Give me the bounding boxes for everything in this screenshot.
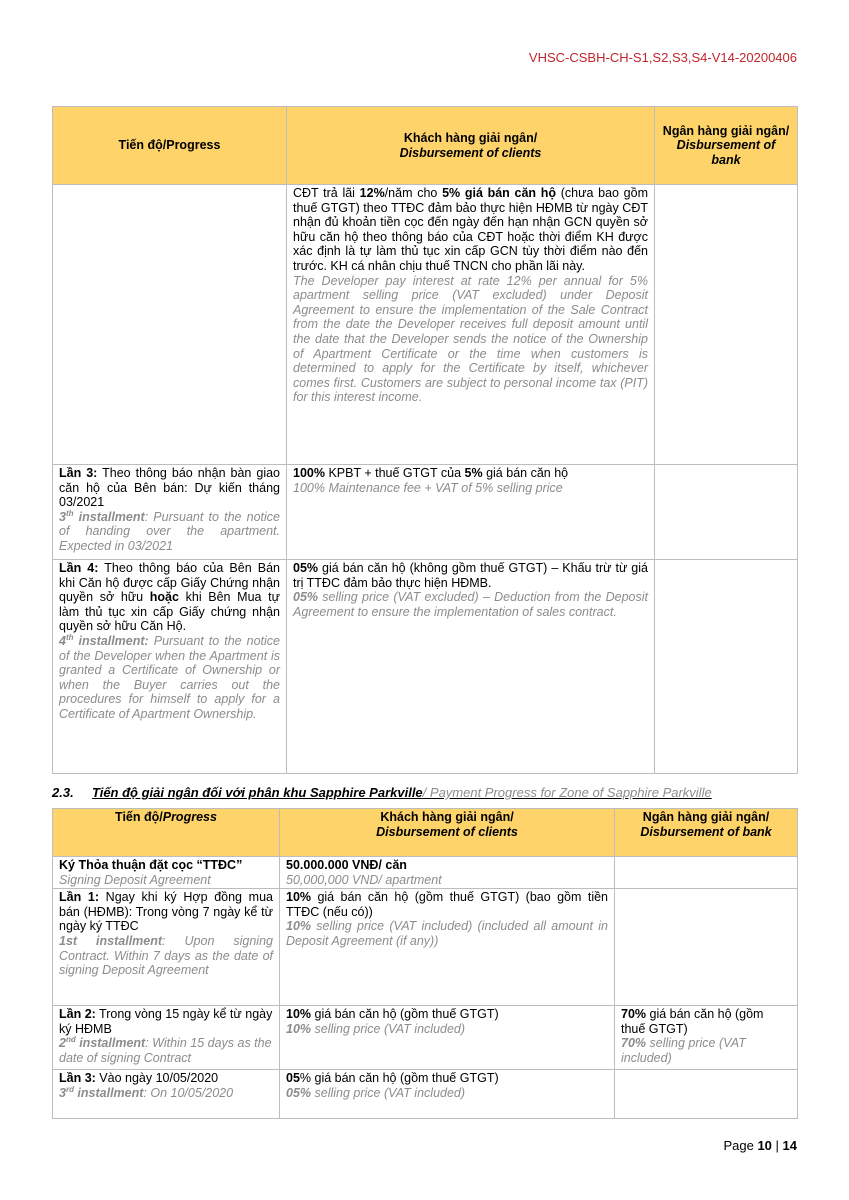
cell-progress-installment-3 [53, 1070, 280, 1119]
text-bold: 3 [59, 509, 66, 524]
text-bold: 10% [286, 890, 312, 905]
payment-table-sapphire [52, 808, 798, 1119]
text: Theo thông báo nhận bàn giao căn hộ của Bên bán: Dự kiến tháng 03/2021 [59, 466, 280, 510]
page-number: 10 [757, 1138, 772, 1153]
footer-prefix: Page [723, 1138, 758, 1153]
text-bold: hoặc [149, 590, 179, 605]
table-row [53, 889, 798, 1006]
text-bold: 5% [464, 466, 483, 480]
text: KPBT + thuế GTGT của [324, 466, 465, 480]
table-header-row [53, 809, 798, 857]
cell-clients-installment-1 [280, 889, 615, 1006]
clients-1-vi [286, 890, 608, 919]
section-title-vi: Tiến độ giải ngân đối với phân khu Sapphire Parkville [92, 785, 423, 800]
text-bold: 05 [286, 1071, 300, 1086]
footer-separator: | [771, 1138, 783, 1153]
installment-2-vi [59, 1007, 273, 1036]
text: selling price (VAT included) [311, 1085, 466, 1100]
section-title-en: / Payment Progress for Zone of Sapphire Parkville [422, 785, 712, 800]
clients-3b-vi [286, 1071, 608, 1086]
header-progress: Tiến độ/Progress [53, 107, 287, 185]
clients-4-vi [293, 561, 648, 590]
text-bold: installment [75, 1036, 146, 1051]
cell-progress-empty [53, 185, 287, 465]
text-bold: 2 [59, 1036, 66, 1051]
clients-3-en: 100% Maintenance fee + VAT of 5% selling price [293, 480, 563, 495]
cell-clients-deposit [280, 857, 615, 889]
text: : On 10/05/2020 [143, 1085, 234, 1100]
header-progress [53, 809, 280, 857]
text-sup: th [65, 508, 74, 518]
table-row [53, 857, 798, 889]
header-bank [655, 107, 798, 185]
cell-clients-installment-3 [287, 465, 655, 560]
header-clients-vi: Khách hàng giải ngân/ [380, 810, 514, 824]
installment-3-en [59, 510, 280, 554]
installment-4-en [59, 634, 280, 722]
text-bold: 10% [286, 1007, 312, 1022]
installment-1-en [59, 934, 273, 978]
text: : Pursuant to the notice of handing over the apartment. Expected in 03/2021 [59, 509, 280, 553]
cell-bank-empty [615, 889, 798, 1006]
header-bank [615, 809, 798, 857]
cell-progress-installment-1 [53, 889, 280, 1006]
text-bold: 05% [293, 590, 319, 605]
table-row [53, 1006, 798, 1070]
text: Theo thông báo của Bên Bán khi Căn hộ được cấp Giấy Chứng nhận quyền sở hữu [59, 561, 280, 605]
cell-progress-installment-3 [53, 465, 287, 560]
header-bank-en: Disbursement of bank [676, 138, 776, 167]
installment-label: Lần 3: [59, 1071, 96, 1086]
cell-clients-installment-3 [280, 1070, 615, 1119]
text: Trong vòng 15 ngày kể từ ngày ký HĐMB [59, 1007, 273, 1036]
cell-bank-empty [655, 560, 798, 774]
text: /năm cho [384, 186, 443, 200]
header-clients-en: Disbursement of clients [399, 145, 542, 160]
text: selling price (VAT included) (included all amount in Deposit Agreement (if any)) [286, 919, 608, 948]
installment-4-vi [59, 561, 280, 634]
text: Pursuant to the notice of the Developer when the Apartment is granted a Certificate of Ownership or when the Buyer carries out the procedures for himself to apply for a Certificate of Apartment Ownership. [59, 633, 280, 721]
deposit-amount-vi: 50.000.000 VNĐ/ căn [286, 858, 407, 872]
cell-bank-empty [615, 1070, 798, 1119]
text-bold: installment [73, 1085, 144, 1100]
text: giá bán căn hộ [482, 466, 569, 480]
text-italic: Progress [162, 810, 217, 824]
table-header-row [53, 107, 798, 185]
text-bold: 05% [286, 1085, 312, 1100]
text-bold: installment: [73, 633, 149, 648]
text: Ngay khi ký Hợp đồng mua bán (HĐMB): Trong vòng 7 ngày kể từ ngày ký TTĐC [59, 890, 273, 934]
text-sup: rd [65, 1084, 74, 1094]
installment-label: Lần 3: [59, 466, 98, 480]
text: % giá bán căn hộ (gồm thuế GTGT) [299, 1071, 499, 1086]
clients-2-vi [286, 1007, 608, 1022]
clients-3b-en [286, 1086, 608, 1101]
text: Tiến độ/ [115, 810, 163, 824]
document-code: VHSC-CSBH-CH-S1,S2,S3,S4-V14-20200406 [528, 50, 797, 65]
page-total: 14 [782, 1138, 797, 1153]
installment-3b-en [59, 1086, 273, 1101]
table-row [53, 560, 798, 774]
text-bold: installment [73, 509, 145, 524]
table-row [53, 185, 798, 465]
installment-2-en [59, 1036, 273, 1065]
cell-progress-installment-4 [53, 560, 287, 774]
clients-3-vi [293, 466, 648, 481]
text-bold: 100% [293, 466, 325, 480]
clients-2-en [286, 1022, 608, 1037]
cell-bank-installment-2 [615, 1006, 798, 1070]
cell-clients-installment-2 [280, 1006, 615, 1070]
header-clients [280, 809, 615, 857]
cell-bank-empty [615, 857, 798, 889]
text: khi Bên Mua tự làm thủ tục xin cấp Giấy chứng nhận quyền sở hữu Căn Hộ. [59, 590, 280, 634]
text-sup: th [65, 632, 74, 642]
installment-label: Lần 4: [59, 561, 99, 575]
text-bold: 70% [621, 1007, 647, 1022]
header-clients [287, 107, 655, 185]
cell-progress-installment-2 [53, 1006, 280, 1070]
installment-label: Lần 2: [59, 1007, 96, 1022]
deposit-amount-en: 50,000,000 VND/ apartment [286, 872, 442, 887]
text: selling price (VAT included) [621, 1036, 746, 1065]
text-bold: 12% [359, 186, 385, 200]
section-number: 2.3. [52, 785, 74, 800]
text-bold: 70% [621, 1036, 647, 1051]
text: giá bán căn hộ (gồm thuế GTGT) [621, 1007, 764, 1036]
interest-terms-vi [293, 186, 648, 274]
cell-bank-empty [655, 465, 798, 560]
text-bold: 10% [286, 1021, 312, 1036]
cell-progress-deposit [53, 857, 280, 889]
text: selling price (VAT excluded) – Deduction from the Deposit Agreement to ensure the implementation of sales contract. [293, 590, 648, 619]
text: Vào ngày 10/05/2020 [95, 1071, 219, 1086]
cell-clients-installment-4 [287, 560, 655, 774]
text: CĐT trả lãi [293, 186, 360, 200]
text: giá bán căn hộ (gồm thuế GTGT) [311, 1007, 499, 1022]
text-bold: 5% giá bán căn hộ [442, 186, 557, 200]
bank-2-en [621, 1036, 791, 1065]
deposit-en: Signing Deposit Agreement [59, 872, 211, 887]
section-heading [52, 785, 712, 800]
installment-3b-vi [59, 1071, 273, 1086]
text-bold: 05% [293, 561, 319, 575]
text: giá bán căn hộ (gồm thuế GTGT) (bao gồm tiền TTĐC (nếu có)) [286, 890, 608, 919]
deposit-vi: Ký Thỏa thuận đặt cọc “TTĐC” [59, 858, 243, 872]
text-bold: 10% [286, 919, 312, 934]
header-bank-vi: Ngân hàng giải ngân/ [662, 123, 790, 138]
payment-table-continued [52, 106, 798, 774]
clients-4-en [293, 590, 648, 619]
text-bold: 1st installment [59, 933, 163, 948]
text: : Upon signing Contract. Within 7 days as the date of signing Deposit Agreement [59, 933, 273, 978]
clients-1-en [286, 919, 608, 948]
text: : Within 15 days as the date of signing Contract [59, 1036, 272, 1065]
text-bold: 3 [59, 1085, 66, 1100]
installment-3-vi [59, 466, 280, 510]
header-bank-vi: Ngân hàng giải ngân/ [642, 810, 770, 824]
header-clients-vi: Khách hàng giải ngân/ [403, 130, 538, 145]
text: (chưa bao gồm thuế GTGT) theo TTĐC đảm bảo thực hiện HĐMB từ ngày CĐT nhận đủ khoản tiền cọc đến ngày đến hạn nhận GCN quyền sở hữu căn hộ theo thông báo của CĐT hoặc thời điểm KH được xác định là tự làm thủ tục xin cấp GCN tùy thời điểm nào đến trước. KH cá nhân chịu thuế TNCN cho phần lãi này. [293, 186, 648, 273]
table-row [53, 1070, 798, 1119]
bank-2-vi [621, 1007, 791, 1036]
text-bold: 4 [59, 633, 66, 648]
interest-terms-en: The Developer pay interest at rate 12% per annual for 5% apartment selling price (VAT excluded) under Deposit Agreement to ensure the implementation of the Sale Contract from the date the Developer receives full deposit amount until the date that the Developer sends the notice of the Ownership of Apartment Certificate or the time when customers is determined to apply for the Certificate by itself, whichever comes first. Customers are subject to personal income tax (PIT) for this interest income. [293, 273, 648, 405]
header-clients-en: Disbursement of clients [376, 824, 518, 839]
installment-1-vi [59, 890, 273, 934]
page-footer [723, 1138, 797, 1153]
cell-bank-empty [655, 185, 798, 465]
installment-label: Lần 1: [59, 890, 100, 905]
text: selling price (VAT included) [311, 1021, 466, 1036]
text-sup: nd [65, 1035, 76, 1045]
table-row [53, 465, 798, 560]
text: giá bán căn hộ (không gồm thuế GTGT) – Khấu trừ từ giá trị TTĐC đảm bảo thực hiện HĐMB. [293, 561, 648, 590]
header-bank-en: Disbursement of bank [640, 824, 772, 839]
cell-interest-terms [287, 185, 655, 465]
